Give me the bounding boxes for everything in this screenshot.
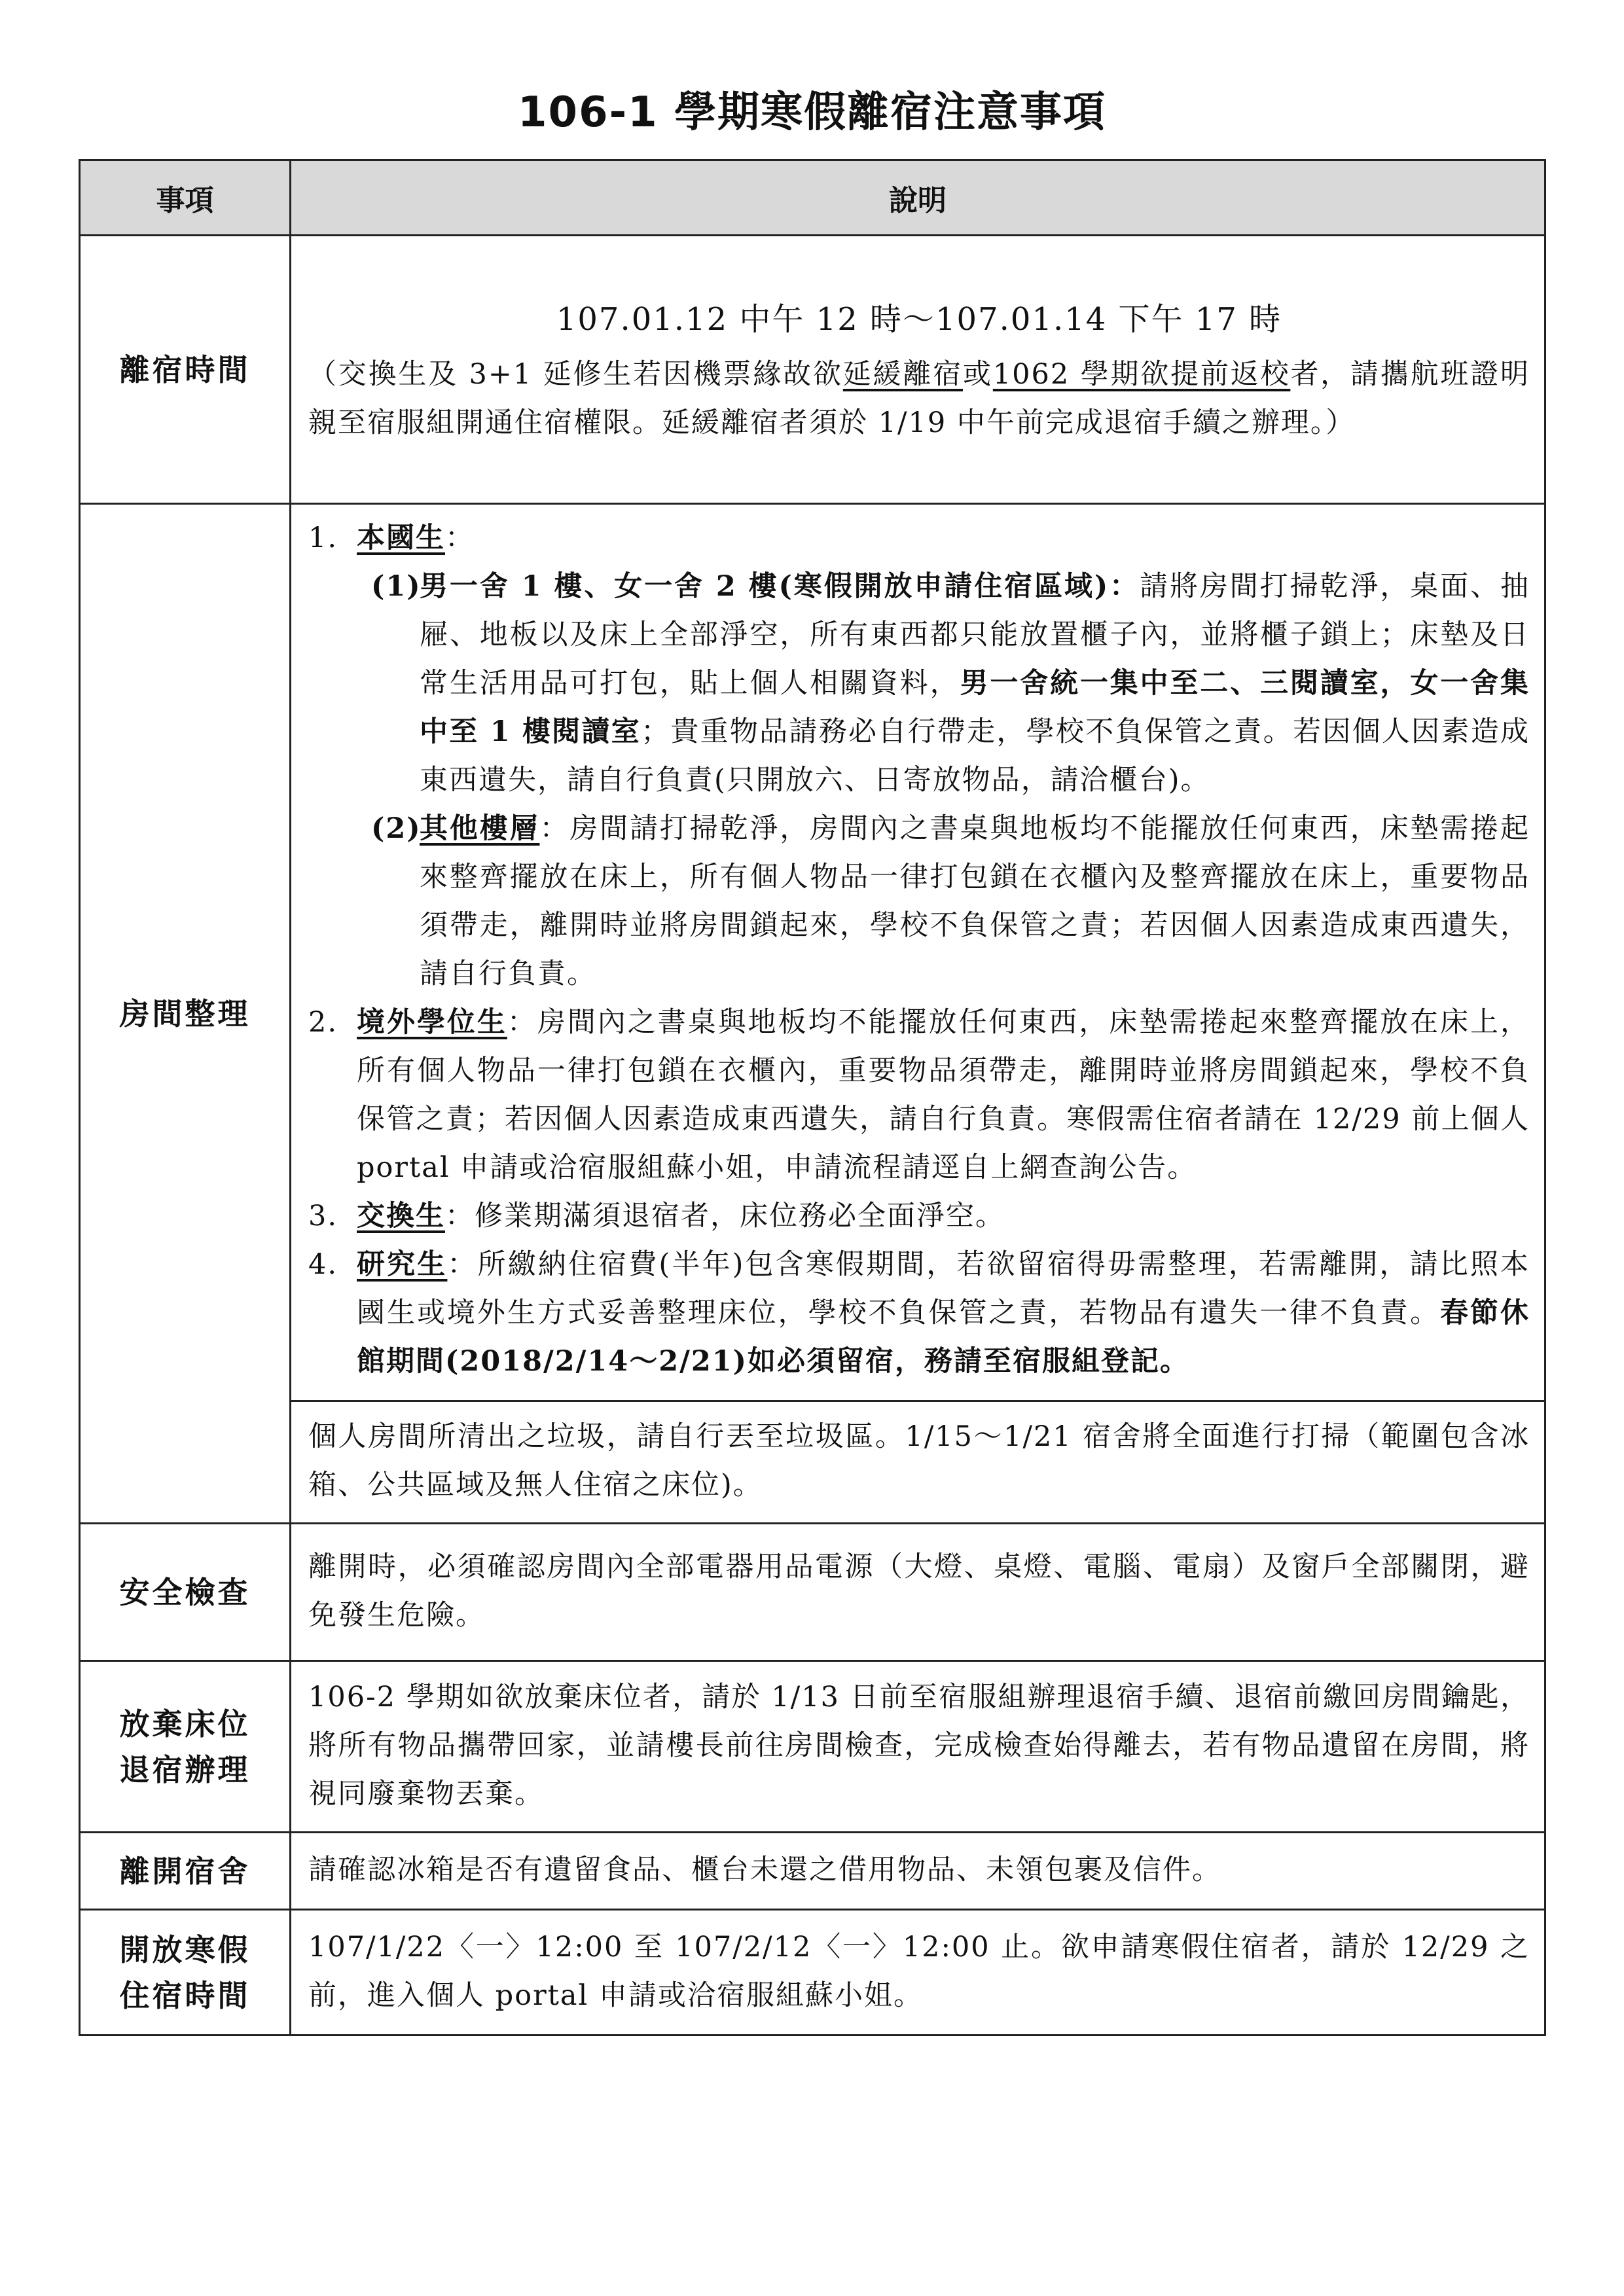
row-content: 107/1/22〈一〉12:00 至 107/2/12〈一〉12:00 止。欲申請寒假住宿者，請於 12/29 之前，進入個人 portal 申請或洽宿服組蘇小姐。 <box>291 1910 1545 2036</box>
sub-number: (2) <box>371 812 422 845</box>
list-number: 4. <box>308 1248 338 1281</box>
row-label <box>80 1661 291 1833</box>
list-title: 研究生 <box>357 1248 448 1281</box>
note-text: 者，請攜航班證明親至宿服組開通住宿權限。延緩離宿者須於 1/19 中午前完成退宿手續之辦理。） <box>308 357 1530 439</box>
row-abandon-bed <box>80 1661 1545 1833</box>
list-item <box>308 998 1530 1192</box>
row-safety-check <box>80 1524 1545 1661</box>
row-label: 安全檢查 <box>80 1524 291 1661</box>
note-text: 或 <box>963 357 993 391</box>
list-bold: 春節休館期間(2018/2/14～2/21)如必須留宿，務請至宿服組登記。 <box>357 1297 1530 1378</box>
row-leave-dorm <box>80 1833 1545 1910</box>
leave-time-note <box>308 350 1530 447</box>
sub-item <box>308 804 1530 998</box>
label-line: 放棄床位 <box>119 1706 251 1742</box>
row-content: 106-2 學期如欲放棄床位者，請於 1/13 日前至宿服組辦理退宿手續、退宿前繳回房間鑰匙，將所有物品攜帶回家，並請樓長前往房間檢查，完成檢查始得離去，若有物品遺留在房間，將視同廢棄物丟棄。 <box>291 1661 1545 1833</box>
page-title: 106-1 學期寒假離宿注意事項 <box>518 88 1106 137</box>
table-header-row <box>80 160 1545 236</box>
list-item <box>308 1240 1530 1386</box>
row-content <box>291 236 1545 504</box>
list-text: ：房間內之書桌與地板均不能擺放任何東西，床墊需捲起來整齊擺放在床上，所有個人物品一律打包鎖在衣櫃內，重要物品須帶走，離開時並將房間鎖起來，學校不負保管之責；若因個人因素造成東西遺失，請自行負責。寒假需住宿者請在 12/29 前上個人 portal 申請或洽宿服組蘇小姐，申請流程請逕自上網查詢公告。 <box>357 1006 1530 1184</box>
row-content: 離開時，必須確認房間內全部電器用品電源（大燈、桌燈、電腦、電扇）及窗戶全部關閉，避免發生危險。 <box>291 1524 1545 1661</box>
list-title: 本國生 <box>357 522 445 554</box>
note-underline: 1062 學期欲提前返校 <box>992 357 1291 391</box>
notice-table <box>79 159 1546 2036</box>
header-item: 事項 <box>80 160 291 236</box>
list-text: ： <box>445 522 475 554</box>
list-item <box>308 1192 1530 1240</box>
sub-number: (1) <box>371 570 422 603</box>
list-text: ：修業期滿須退宿者，床位務必全面淨空。 <box>445 1200 1005 1232</box>
row-room-cleanup-extra <box>80 1401 1545 1524</box>
list-number: 1. <box>308 522 338 554</box>
row-content: 請確認冰箱是否有遺留食品、櫃台未還之借用物品、未領包裹及信件。 <box>291 1833 1545 1910</box>
list-title: 境外學位生 <box>357 1006 507 1039</box>
list-number: 3. <box>308 1200 338 1232</box>
row-room-cleanup <box>80 504 1545 1401</box>
sub-bold: 男一舍統一集中至二、三閱讀室，女一舍集中至 1 樓閱讀室 <box>420 667 1530 748</box>
note-underline: 延緩離宿 <box>842 357 964 391</box>
sub-bold: 男一舍 1 樓、女一舍 2 樓(寒假開放申請住宿區域)： <box>420 570 1140 603</box>
note-text: （交換生及 3+1 延修生若因機票緣故欲 <box>308 357 843 391</box>
row-winter-stay <box>80 1910 1545 2036</box>
sub-text: ：房間請打掃乾淨，房間內之書桌與地板均不能擺放任何東西，床墊需捲起來整齊擺放在床上，所有個人物品一律打包鎖在衣櫃內及整齊擺放在床上，重要物品須帶走，離開時並將房間鎖起來，學校不負保管之責；若因個人因素造成東西遺失，請自行負責。 <box>420 812 1530 990</box>
row-label: 離宿時間 <box>80 236 291 504</box>
list-title: 交換生 <box>357 1200 445 1232</box>
sub-text: 請將房間打掃乾淨，桌面、抽屜、地板以及床上全部淨空，所有東西都只能放置櫃子內，並將櫃子鎖上；床墊及日常生活用品可打包，貼上個人相關資料， <box>420 570 1530 700</box>
sub-item <box>308 562 1530 804</box>
leave-time-heading: 107.01.12 中午 12 時～107.01.14 下午 17 時 <box>556 300 1282 338</box>
sub-bold: 其他樓層 <box>420 812 540 845</box>
row-label: 房間整理 <box>80 504 291 1524</box>
label-line: 退宿辦理 <box>119 1751 251 1787</box>
row-label: 離開宿舍 <box>80 1833 291 1910</box>
list-number: 2. <box>308 1006 338 1039</box>
row-leave-time <box>80 236 1545 504</box>
row-label <box>80 1910 291 2036</box>
row-content <box>291 504 1545 1401</box>
header-description: 說明 <box>291 160 1545 236</box>
list-item <box>308 514 1530 562</box>
list-text: ：所繳納住宿費(半年)包含寒假期間，若欲留宿得毋需整理，若需離開，請比照本國生或境外生方式妥善整理床位，學校不負保管之責，若物品有遺失一律不負責。 <box>357 1248 1530 1329</box>
label-line: 住宿時間 <box>119 1977 251 2013</box>
label-line: 開放寒假 <box>119 1931 251 1967</box>
sub-text: ；貴重物品請務必自行帶走，學校不負保管之責。若因個人因素造成東西遺失，請自行負責(只開放六、日寄放物品，請洽櫃台)。 <box>420 715 1530 797</box>
row-content: 個人房間所清出之垃圾，請自行丟至垃圾區。1/15～1/21 宿舍將全面進行打掃（範圍包含冰箱、公共區域及無人住宿之床位)。 <box>291 1401 1545 1524</box>
